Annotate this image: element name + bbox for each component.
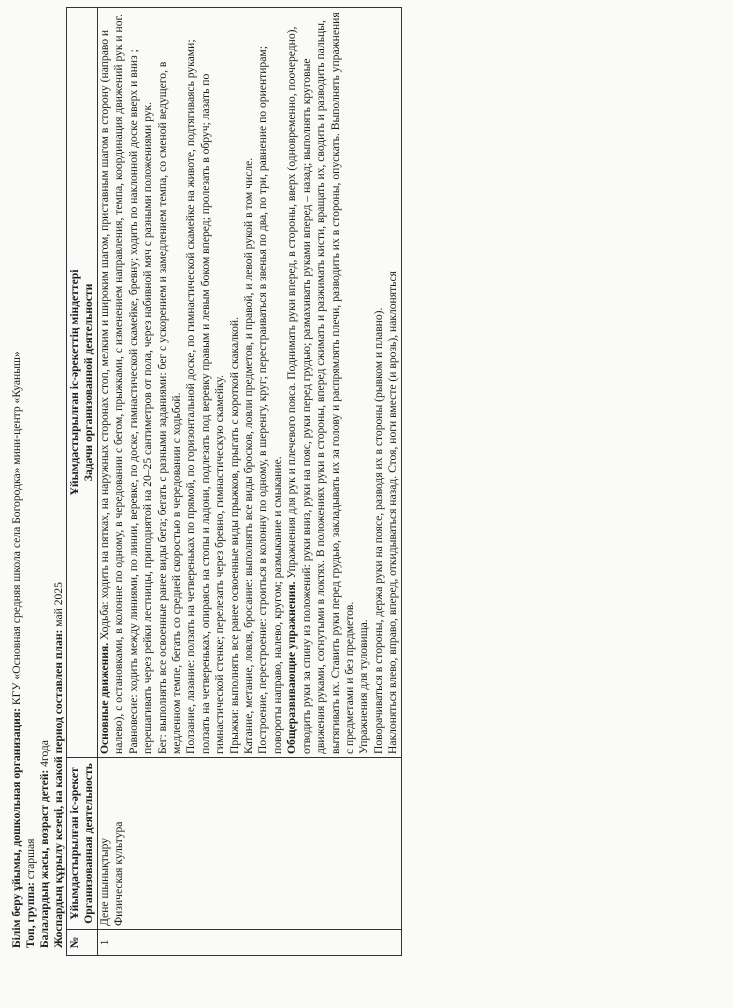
- age-value: 4года: [38, 740, 51, 770]
- period-value: май 2025: [52, 582, 65, 630]
- activity-cell: [98, 758, 402, 930]
- header-group: [24, 839, 38, 948]
- tasks-torso-turns: Поворачиваться в стороны, держа руки на поясе, разводя их в стороны (рывком и плавно).: [371, 307, 385, 754]
- tasks-torso-bends: Наклоняться влево, вправо, вперед, откидываться назад. Стоя, ноги вместе (и врозь), наклоняться: [386, 271, 400, 754]
- tasks-running: Бег: выполнять все освоенные ранее виды бега; бегать с разными заданиями: бег с ускорением и замедлением темпа, со сменой ведущего, в медленном темпе, бегать со средней скоростью в чередовании с ходьбой.: [155, 61, 184, 754]
- col-header-activity-ru: Организованная деятельность: [82, 763, 95, 924]
- tasks-throwing: Катание, метание, ловля, бросание: выполнять все виды бросков, ловли предметов, и правой, и левой рукой в том числе.: [242, 157, 256, 754]
- row-number: 1: [98, 930, 402, 956]
- col-header-tasks-ru: Задачи организованной деятельности: [82, 283, 95, 482]
- tasks-balance: Равновесие: ходить между линиями, по линии, веревке, по доске, гимнастической скамейке, бревну; ходить по наклонной доске вверх и вниз ; перешагивать через рейки лестницы, приподнятой на 20–25 сантиметров от пола, через набивной мяч с разными положениями рук.: [126, 49, 155, 754]
- col-header-tasks: [67, 8, 98, 758]
- col-header-tasks-kz: Ұйымдастырылған іс-әрекеттің міндеттері: [68, 269, 81, 496]
- header-age: [38, 740, 52, 948]
- group-value: старшая: [24, 838, 37, 883]
- tasks-general-exercises: Общеразвивающие упражнения. Упражнения для рук и плечевого пояса. Поднимать руки вперед, в стороны, вверх (одновременно, поочередно), отводить руки за спину из положений: руки вниз, руки на пояс, руки перед грудью; размахивать руками вперед – назад; выполнять круговые движения руками, согнутыми в локтях. В положениях руки в стороны, вперед сжимать и разжимать кисти, вращать их, сводить и разводить пальцы, вытягивать их. Ставить руки перед грудью, закладывать их за голову и распрямлять плечи, разводить их в стороны, опускать. Выполнять упражнения с предметами и без предметов.: [285, 12, 356, 754]
- tasks-formation: Построение, перестроение: строиться в колонну по одному, в шеренгу, круг; перестраиваться в звенья по два, по три, равнение по ориентирам; повороты направо, налево, кругом; размыкание и смыкание.: [256, 46, 284, 754]
- group-label: Топ, группа:: [24, 882, 37, 948]
- plan-table: [66, 7, 402, 956]
- table-row: [98, 8, 402, 956]
- tasks-crawling: Ползание, лазание: ползать на четвереньках по прямой, по горизонтальной доске, по гимнастической скамейке на животе, подтягиваясь руками; ползать на четвереньках, опираясь на стопы и ладони, подлезать под веревку правым и левым боком вперед; пролезать в обруч; лазать по гимнастической стенке; перелезать через бревно, гимнастическую скамейку.: [184, 39, 227, 754]
- tasks-jumping: Прыжки: выполнять все ранее освоенные виды прыжков, прыгать с короткой скакалкой.: [227, 317, 241, 754]
- header-period: [52, 582, 66, 948]
- table-header-row: [67, 8, 98, 956]
- col-header-activity: [67, 758, 98, 930]
- tasks-torso-title: Упражнения для туловища.: [357, 619, 371, 754]
- org-value: КГУ «Основная средняя школа села Богородка» мини-центр «Куаныш»: [10, 351, 23, 709]
- activity-ru: Физическая культура: [112, 821, 126, 926]
- age-label: Балалардың жасы, возраст детей:: [38, 769, 51, 948]
- period-label: Жоспардың құрылу кезеңі, на какой период составлен план:: [52, 629, 65, 948]
- col-header-number: №: [67, 930, 98, 956]
- tasks-basic-movements: Основные движения. Ходьба: ходить на пятках, на наружных сторонах стоп, мелким и широким шагом, приставным шагом в сторону (направо и налево), с остановками, в колонне по одному, в чередовании с бегом, прыжками, с изменением направления, темпа, координация движений рук и ног.: [98, 14, 126, 754]
- header-organization: [10, 351, 24, 948]
- col-header-activity-kz: Ұйымдастырылған іс-әрекет: [68, 767, 81, 920]
- tasks-cell: [98, 8, 402, 758]
- org-label: Білім беру ұйымы, дошкольная организация:: [10, 708, 23, 948]
- activity-kz: Дене шынықтыру: [98, 837, 111, 926]
